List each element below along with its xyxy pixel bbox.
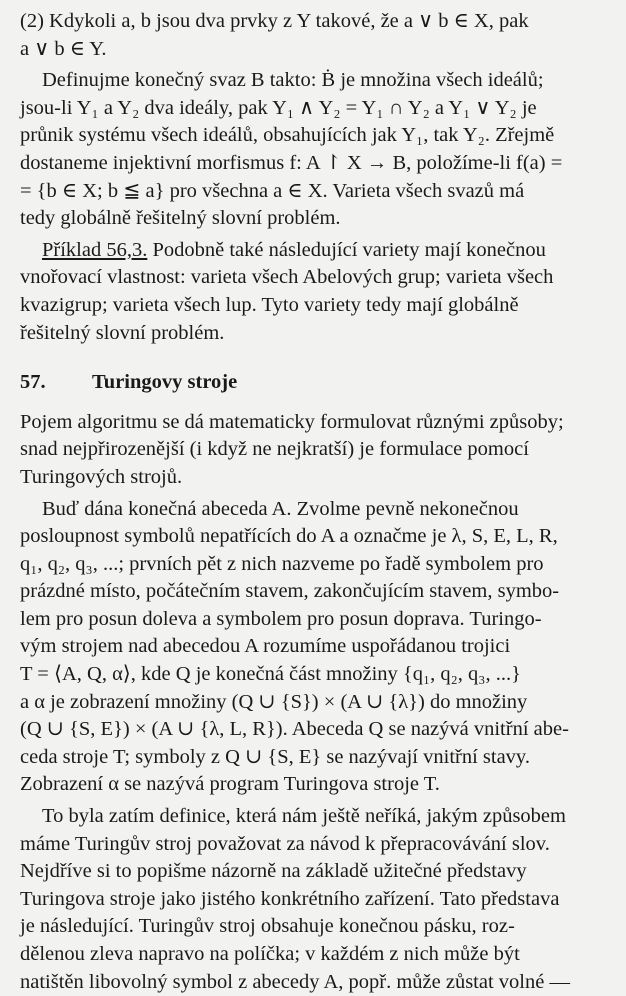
- paragraph-turing-description: To byla zatím definice, která nám ještě neříká, jakým způsobem máme Turingův stroj považovat za návod k přepracovávání slov. Nejdříve si to popišme názorně na základě užitečné představy Turingova stroje jako jistého konkrétního zařízení. Tato představa je následující. Turingův stroj obsahuje konečnou pásku, roz- dělenou zleva napravo na políčka; v každém z nich může být natištěn libovolný symbol z abecedy A, popř. může zůstat volné —: [20, 805, 570, 993]
- paragraph-turing-definition: Buď dána konečná abeceda A. Zvolme pevně nekonečnou posloupnost symbolů nepatřících do A a označme je λ, S, E, L, R, q₁, q₂, q₃, ...; prvních pět z nich nazveme po řadě symbolem pro prázdné místo, počátečním stavem, zakončujícím stavem, symbo- lem pro posun doleva a symbolem pro posun doprava. Turingo- vým strojem nad abecedou A rozumíme uspořádanou trojici T = ⟨A, Q, α⟩, kde Q je konečná část množiny {q₁, q₂, q₃, ...} a α je zobrazení množiny (Q ∪ {S}) × (A ∪ {λ}) do množiny (Q ∪ {S, E}) × (A ∪ {λ, L, R}). Abeceda Q se nazývá vnitřní abe- ceda stroje T; symboly z Q ∪ {S, E} se nazývají vnitřní stavy. Zobrazení α se nazývá program Turingova stroje T.: [20, 497, 569, 796]
- paragraph-condition-2: (2) Kdykoli a, b jsou dva prvky z Y takové, že a ∨ b ∈ X, pak a ∨ b ∈ Y.: [20, 10, 529, 60]
- paragraph-example-56-3: [20, 237, 612, 347]
- spacer: [20, 347, 612, 369]
- section-title: Turingovy stroje: [92, 371, 238, 394]
- section-number: 57.: [20, 371, 46, 394]
- section-heading: [20, 369, 612, 397]
- paragraph-lattice-definition: Definujme konečný svaz B takto: Ḃ je množina všech ideálů; jsou-li Y₁ a Y₂ dva ideály, pak Y₁ ∧ Y₂ = Y₁ ∩ Y₂ a Y₁ ∨ Y₂ je průnik systému všech ideálů, obsahujících jak Y₁, tak Y₂. Zřejmě dostaneme injektivní morfismus f: A ↾ X → B, položíme-li f(a) = = {b ∈ X; b ≦ a} pro všechna a ∈ X. Varieta všech svazů má tedy globálně řešitelný slovní problém.: [20, 69, 563, 230]
- paragraph-algorithm-intro: Pojem algoritmu se dá matematicky formulovat různými způsoby; snad nejpřirozenější (i když ne nejkratší) je formulace pomocí Turingových strojů.: [20, 410, 564, 488]
- example-text: Podobně také následující variety mají konečnou vnořovací vlastnost: varieta všech Abelových grup; varieta všech kvazigrup; varieta všech lup. Tyto variety tedy mají globálně řešitelný slovní problém.: [20, 238, 554, 344]
- example-label: Příklad 56,3.: [42, 238, 148, 261]
